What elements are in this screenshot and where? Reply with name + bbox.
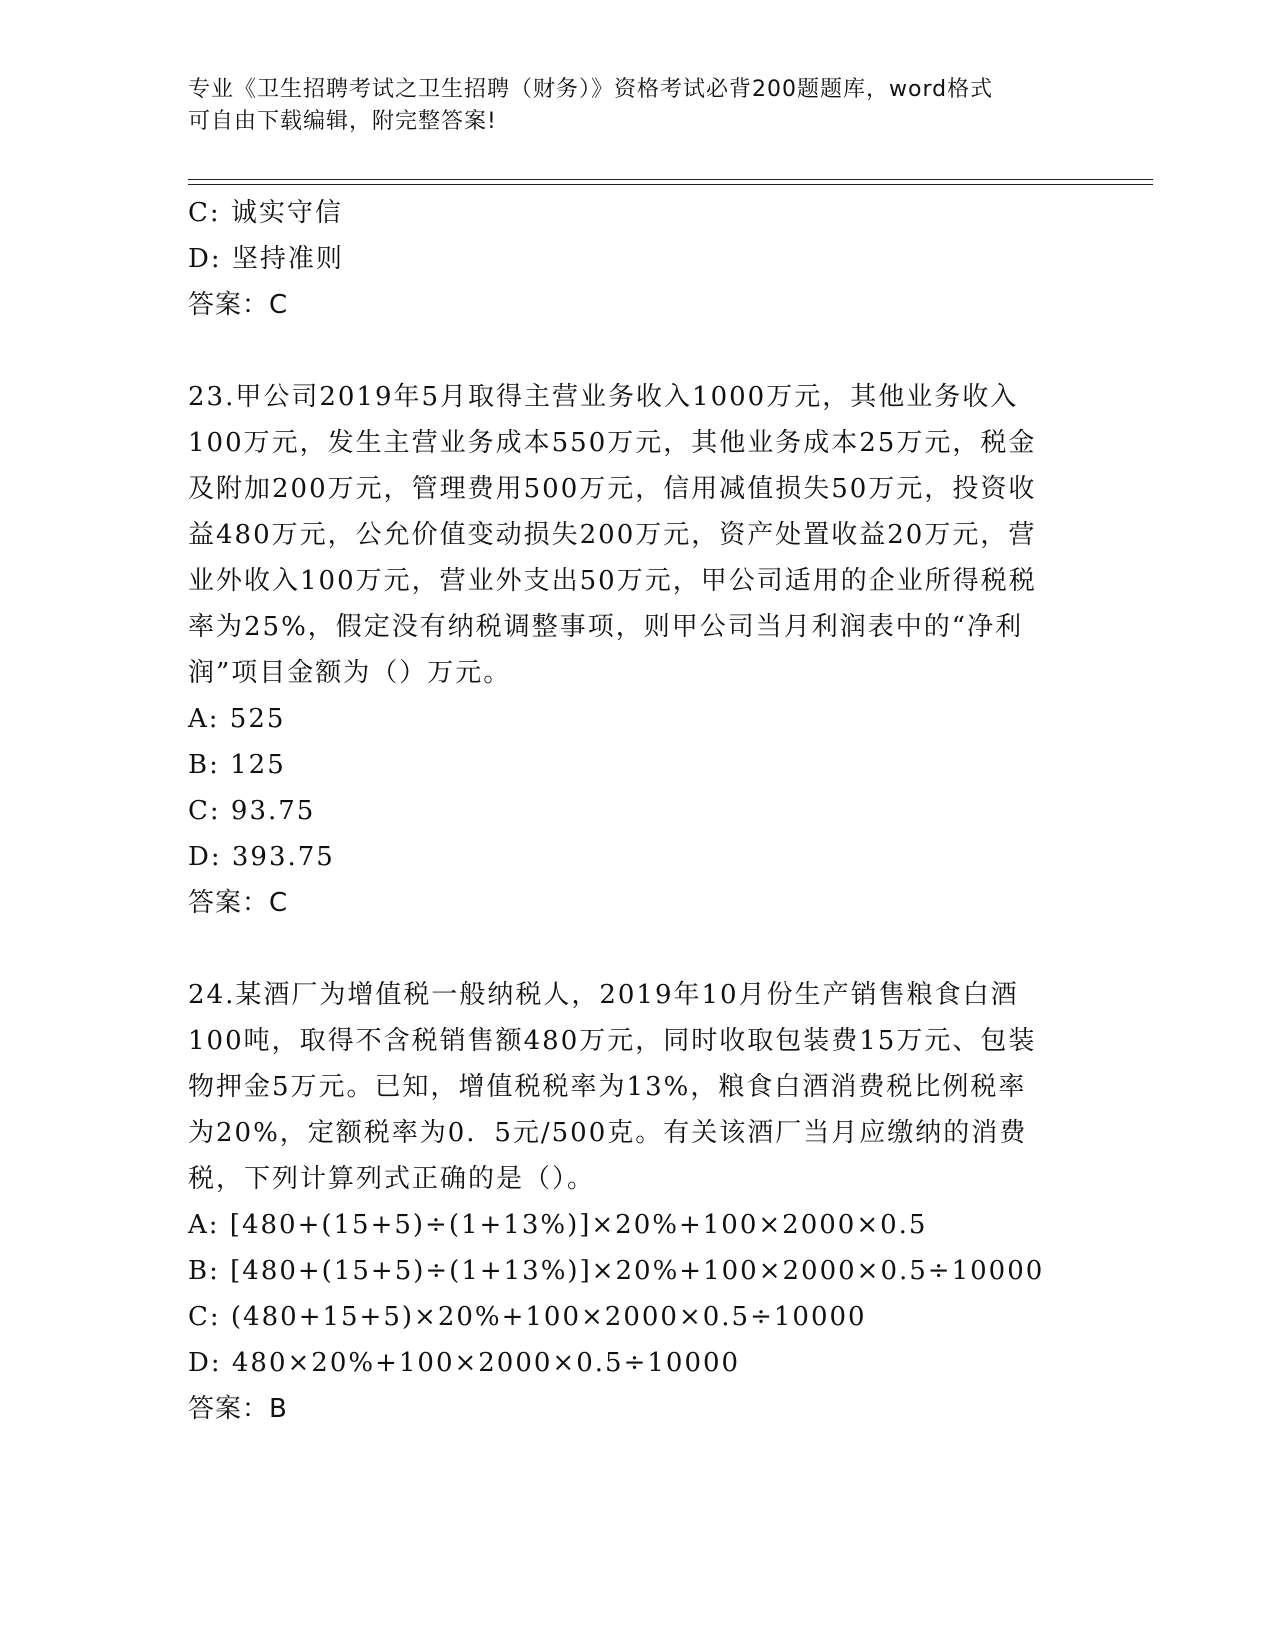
option-a: A: 525 xyxy=(188,704,286,734)
option-c: C: 诚实守信 xyxy=(188,198,343,228)
question-text-line: 为20%，定额税率为0．5元/500克。有关该酒厂当月应缴纳的消费 xyxy=(188,1118,1028,1148)
spacer xyxy=(188,328,1088,374)
previous-question-tail xyxy=(188,190,1088,328)
answer-line: 答案：C xyxy=(188,888,289,918)
option-a: A: [480+(15+5)÷(1+13%)]×20%+100×2000×0.5 xyxy=(188,1210,928,1240)
question-text-line: 益480万元，公允价值变动损失200万元，资产处置收益20万元，营 xyxy=(188,520,1037,550)
answer-line: 答案：C xyxy=(188,290,289,320)
question-24 xyxy=(188,972,1088,1432)
header-divider-bottom xyxy=(188,184,1153,185)
option-d: D: 480×20%+100×2000×0.5÷10000 xyxy=(188,1348,741,1378)
option-b: B: 125 xyxy=(188,750,286,780)
question-text-line: 23.甲公司2019年5月取得主营业务收入1000万元，其他业务收入 xyxy=(188,382,1019,412)
question-text-line: 24.某酒厂为增值税一般纳税人，2019年10月份生产销售粮食白酒 xyxy=(188,980,1019,1010)
question-23 xyxy=(188,374,1088,926)
answer-line: 答案：B xyxy=(188,1394,288,1424)
question-text-line: 率为25%，假定没有纳税调整事项，则甲公司当月利润表中的“净利 xyxy=(188,612,1024,642)
question-text-line: 业外收入100万元，营业外支出50万元，甲公司适用的企业所得税税 xyxy=(188,566,1037,596)
header-line-2: 可自由下载编辑，附完整答案! xyxy=(188,109,497,134)
option-b: B: [480+(15+5)÷(1+13%)]×20%+100×2000×0.5÷10000 xyxy=(188,1256,1045,1286)
option-c: C: (480+15+5)×20%+100×2000×0.5÷10000 xyxy=(188,1302,867,1332)
question-text-line: 100万元，发生主营业务成本550万元，其他业务成本25万元，税金 xyxy=(188,428,1037,458)
option-d: D: 坚持准则 xyxy=(188,244,344,274)
question-text-line: 物押金5万元。已知，增值税税率为13%，粮食白酒消费税比例税率 xyxy=(188,1072,1027,1102)
document-header xyxy=(188,74,1088,138)
question-text-line: 润”项目金额为（）万元。 xyxy=(188,658,512,688)
spacer xyxy=(188,926,1088,972)
question-text-line: 100吨，取得不含税销售额480万元，同时收取包装费15万元、包装 xyxy=(188,1026,1037,1056)
option-d: D: 393.75 xyxy=(188,842,335,872)
question-text-line: 及附加200万元，管理费用500万元，信用减值损失50万元，投资收 xyxy=(188,474,1037,504)
question-text-line: 税，下列计算列式正确的是（）。 xyxy=(188,1164,596,1194)
header-line-1: 专业《卫生招聘考试之卫生招聘（财务）》资格考试必背200题题库，word格式 xyxy=(188,77,994,102)
header-divider-top xyxy=(188,179,1153,180)
option-c: C: 93.75 xyxy=(188,796,316,826)
document-body xyxy=(188,190,1088,1432)
